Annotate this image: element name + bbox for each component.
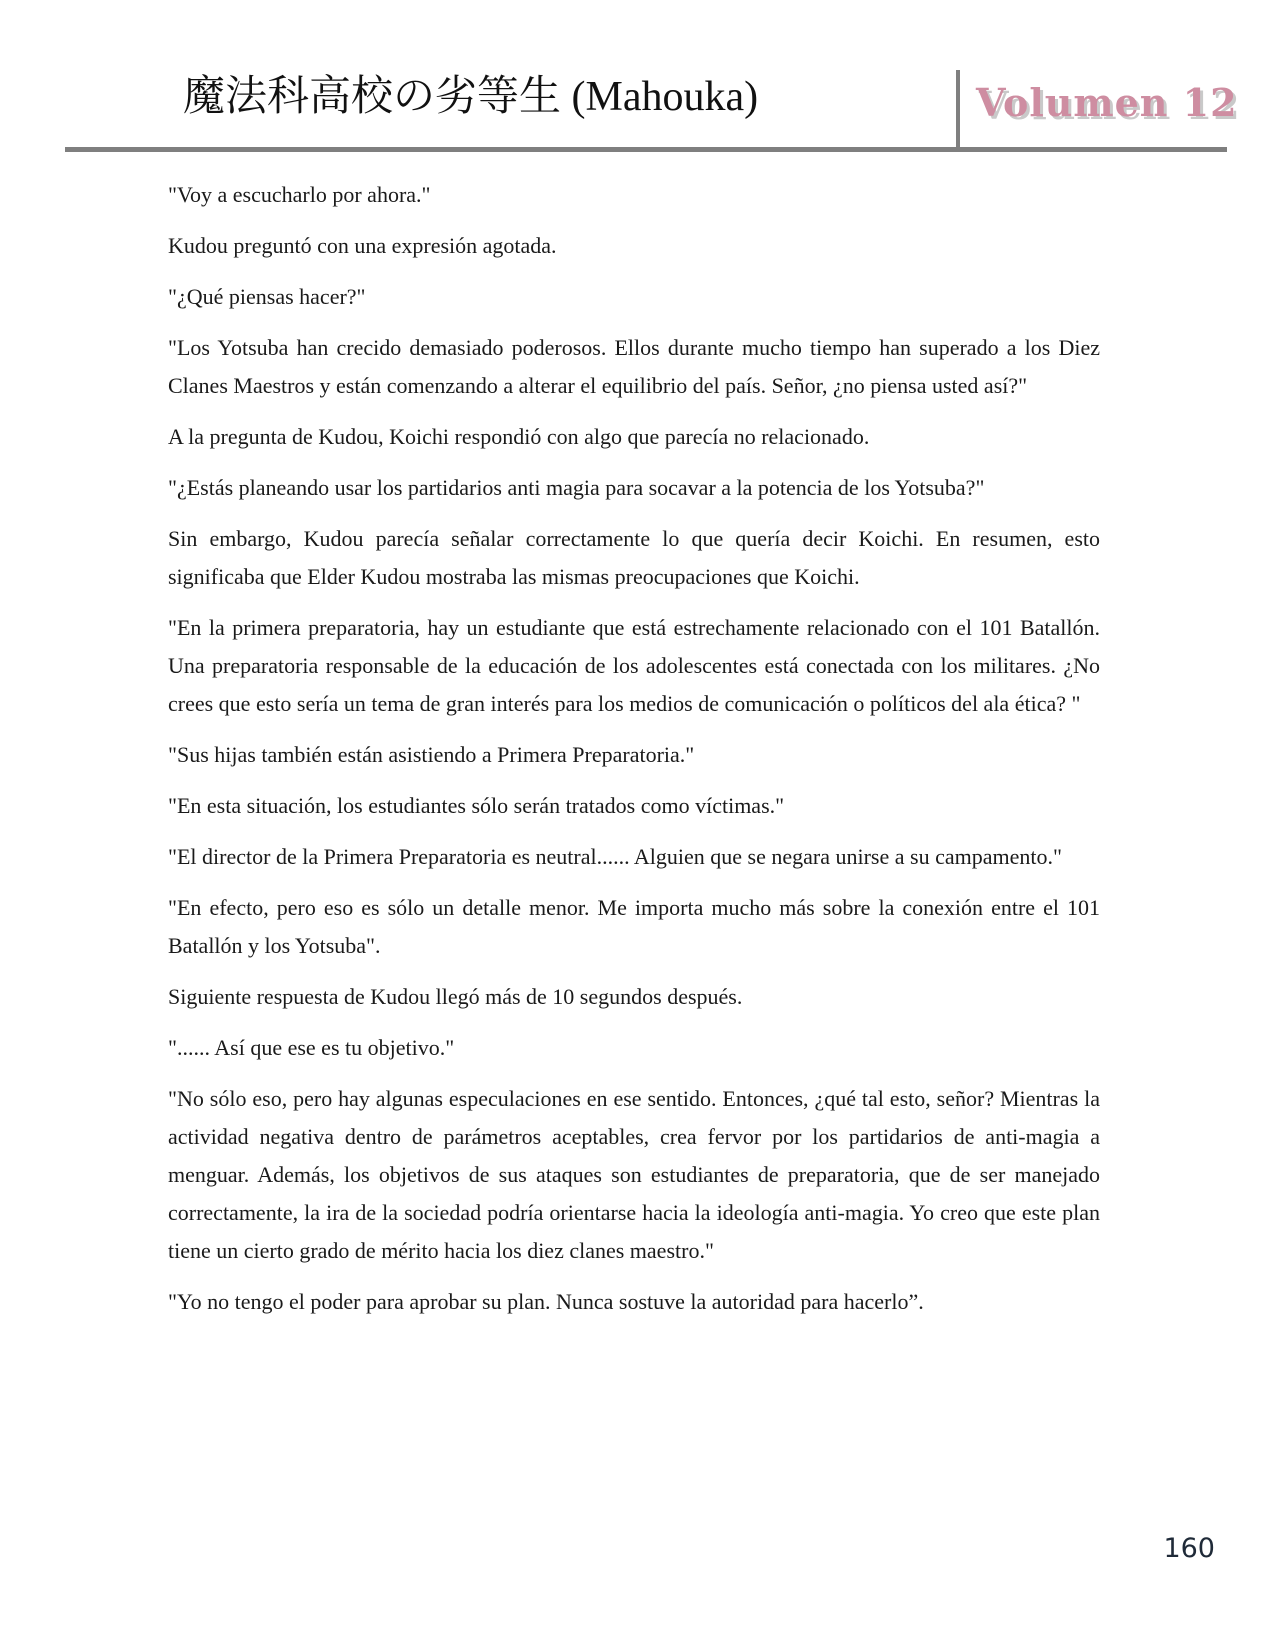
paragraph: Siguiente respuesta de Kudou llegó más de 10 segundos después. bbox=[168, 984, 743, 1009]
paragraph: Sin embargo, Kudou parecía señalar correctamente lo que quería decir Koichi. En resumen, esto significaba que Elder Kudou mostraba las mismas preocupaciones que Koichi. bbox=[168, 526, 1100, 589]
paragraph: "¿Estás planeando usar los partidarios anti magia para socavar a la potencia de los Yotsuba?" bbox=[168, 475, 985, 500]
paragraph: "En esta situación, los estudiantes sólo serán tratados como víctimas." bbox=[168, 793, 785, 818]
paragraph: "No sólo eso, pero hay algunas especulaciones en ese sentido. Entonces, ¿qué tal esto, señor? Mientras la actividad negativa dentro de parámetros aceptables, crea fervor por los partidarios de anti-magia a menguar. Además, los objetivos de sus ataques son estudiantes de preparatoria, que de ser manejado correctamente, la ira de la sociedad podría orientarse hacia la ideología anti-magia. Yo creo que este plan tiene un cierto grado de mérito hacia los diez clanes maestro." bbox=[168, 1086, 1100, 1263]
paragraph: "En efecto, pero eso es sólo un detalle menor. Me importa mucho más sobre la conexión entre el 101 Batallón y los Yotsuba". bbox=[168, 895, 1100, 958]
header-vertical-divider bbox=[956, 70, 960, 152]
paragraph: "Yo no tengo el poder para aprobar su plan. Nunca sostuve la autoridad para hacerlo”. bbox=[168, 1289, 924, 1314]
page-number: 160 bbox=[1163, 1533, 1215, 1564]
paragraph: "Los Yotsuba han crecido demasiado poderosos. Ellos durante mucho tiempo han superado a los Diez Clanes Maestros y están comenzando a alterar el equilibrio del país. Señor, ¿no piensa usted así?" bbox=[168, 335, 1100, 398]
paragraph: "Voy a escucharlo por ahora." bbox=[168, 182, 431, 207]
paragraph: Kudou preguntó con una expresión agotada. bbox=[168, 233, 557, 258]
paragraph: "En la primera preparatoria, hay un estudiante que está estrechamente relacionado con el 101 Batallón. Una preparatoria responsable de la educación de los adolescentes está conectada con los militares. ¿No crees que esto sería un tema de gran interés para los medios de comunicación o políticos del ala ética? " bbox=[168, 615, 1100, 716]
header-rule bbox=[65, 147, 1227, 152]
paragraph: "...... Así que ese es tu objetivo." bbox=[168, 1035, 455, 1060]
paragraph: A la pregunta de Kudou, Koichi respondió con algo que parecía no relacionado. bbox=[168, 424, 870, 449]
paragraph: "Sus hijas también están asistiendo a Primera Preparatoria." bbox=[168, 742, 695, 767]
body-text bbox=[168, 176, 1100, 1334]
volume-label: Volumen 12 bbox=[976, 80, 1238, 125]
paragraph: "¿Qué piensas hacer?" bbox=[168, 284, 366, 309]
paragraph: "El director de la Primera Preparatoria es neutral...... Alguien que se negara unirse a su campamento." bbox=[168, 844, 1062, 869]
document-title: 魔法科高校の劣等生 (Mahouka) bbox=[183, 74, 759, 120]
